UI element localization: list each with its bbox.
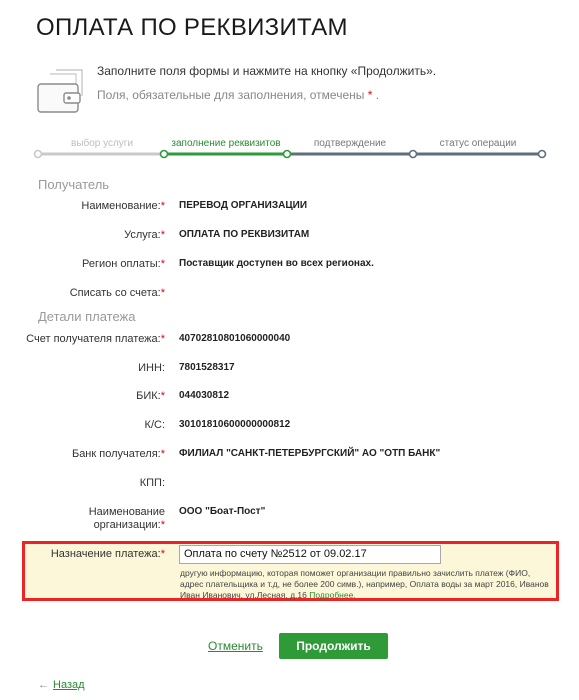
field-label: К/С:	[144, 419, 165, 431]
field-label: Регион оплаты:*	[81, 258, 165, 270]
section-recipient: Получатель	[38, 177, 110, 192]
intro-text: Заполните поля формы и нажмите на кнопку «Продолжить».	[97, 64, 437, 78]
cancel-link[interactable]: Отменить	[208, 639, 263, 653]
field-value: ОПЛАТА ПО РЕКВИЗИТАМ	[179, 229, 310, 240]
field-value: 30101810600000000812	[179, 419, 291, 430]
purpose-hint: другую информацию, которая поможет организации правильно зачислить платеж (ФИО, адрес плательщика и т.д, не более 200 симв.), например, Оплата воды за март 2016, Иванов Иван Иванович, ул.Лесная, д.16 Подробнее.	[180, 568, 549, 600]
step-confirm: подтверждение	[313, 138, 387, 149]
field-value: ФИЛИАЛ "САНКТ-ПЕТЕРБУРГСКИЙ" АО "ОТП БАНК"	[179, 448, 441, 459]
section-payment-details: Детали платежа	[38, 309, 136, 324]
field-label: Назначение платежа:*	[50, 548, 165, 560]
field-label: Наименование организации:*	[88, 506, 165, 531]
field-label: Счет получателя платежа:*	[26, 333, 165, 345]
step-select-service: выбор услуги	[70, 138, 134, 149]
purpose-input[interactable]: Оплата по счету №2512 от 09.02.17	[179, 545, 441, 564]
field-value: 40702810801060000040	[179, 333, 291, 344]
field-label: КПП:	[139, 477, 165, 489]
step-dot-2	[161, 151, 168, 158]
step-status: статус операции	[439, 138, 517, 149]
step-dot-1	[35, 151, 42, 158]
field-label: Списать со счета:*	[69, 287, 165, 299]
field-label: БИК:*	[136, 390, 165, 402]
back-arrow-icon: ←	[38, 679, 49, 691]
step-dot-4	[410, 151, 417, 158]
progress-steps	[0, 132, 579, 162]
step-dot-5	[539, 151, 546, 158]
field-label: Услуга:*	[124, 229, 165, 241]
page-title: ОПЛАТА ПО РЕКВИЗИТАМ	[36, 14, 348, 41]
field-label: ИНН:	[138, 362, 165, 374]
field-label: Наименование:*	[81, 200, 165, 212]
required-note: Поля, обязательные для заполнения, отмечены * .	[97, 88, 380, 102]
field-value: 044030812	[179, 390, 230, 401]
wallet-icon	[36, 68, 86, 114]
continue-button[interactable]: Продолжить	[279, 633, 388, 659]
field-value: 7801528317	[179, 362, 235, 373]
more-info-link[interactable]: Подробнее.	[309, 590, 356, 600]
step-dot-3	[284, 151, 291, 158]
field-value: ПЕРЕВОД ОРГАНИЗАЦИИ	[179, 200, 308, 211]
field-value: Поставщик доступен во всех регионах.	[179, 258, 374, 269]
back-link[interactable]: ← Назад	[38, 679, 85, 691]
field-value: ООО "Боат-Пост"	[179, 506, 266, 517]
step-fill-details: заполнение реквизитов	[171, 138, 281, 149]
field-label: Банк получателя:*	[71, 448, 165, 460]
